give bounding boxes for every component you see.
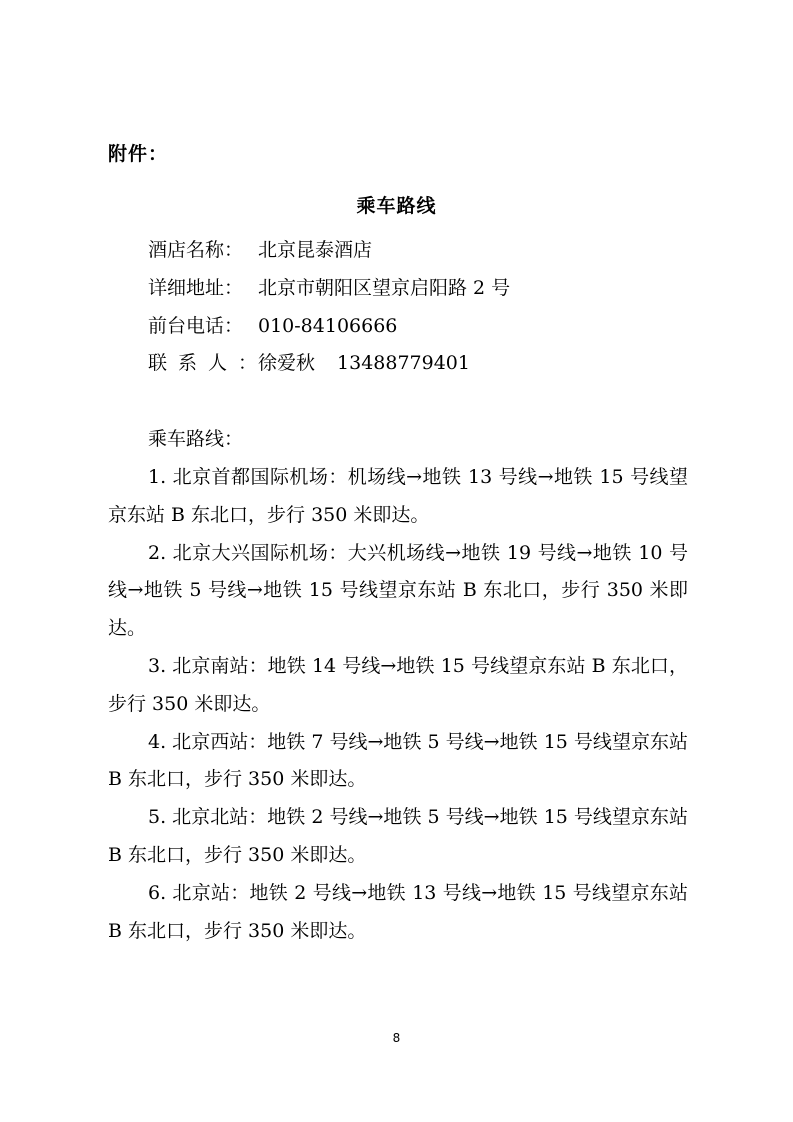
route-item: 2. 北京大兴国际机场：大兴机场线→地铁 19 号线→地铁 10 号线→地铁 5 号线→地铁 15 号线望京东站 B 东北口，步行 350 米即达。 — [108, 541, 688, 640]
route-item: 4. 北京西站：地铁 7 号线→地铁 5 号线→地铁 15 号线望京东站 B 东北口，步行 350 米即达。 — [108, 730, 688, 791]
hotel-name-line — [148, 238, 372, 262]
hotel-contact-separator: ： — [238, 352, 258, 374]
page-title: 乘车路线 — [356, 195, 437, 217]
hotel-address-value: 北京市朝阳区望京启阳路 2 号 — [258, 277, 511, 299]
hotel-contact-name: 徐爱秋 — [258, 352, 316, 374]
hotel-address-line — [148, 276, 510, 300]
hotel-name-label: 酒店名称： — [148, 239, 244, 261]
hotel-address-label: 详细地址： — [148, 277, 244, 299]
route-item: 6. 北京站：地铁 2 号线→地铁 13 号线→地铁 15 号线望京东站 B 东北口，步行 350 米即达。 — [108, 881, 688, 942]
hotel-phone-value: 010-84106666 — [258, 315, 398, 337]
hotel-contact-phone: 13488779401 — [337, 352, 470, 374]
route-item: 5. 北京北站：地铁 2 号线→地铁 5 号线→地铁 15 号线望京东站 B 东北口，步行 350 米即达。 — [108, 806, 688, 866]
hotel-phone-line — [148, 314, 397, 338]
hotel-contact-label: 联系人 — [148, 352, 239, 374]
hotel-name-value: 北京昆泰酒店 — [258, 239, 373, 261]
hotel-contact-label-wrap — [148, 351, 258, 375]
route-item: 1. 北京首都国际机场：机场线→地铁 13 号线→地铁 15 号线望京东站 B 东北口，步行 350 米即达。 — [108, 466, 688, 526]
hotel-phone-label: 前台电话： — [148, 315, 244, 337]
route-item: 3. 北京南站：地铁 14 号线→地铁 15 号线望京东站 B 东北口，步行 350 米即达。 — [108, 654, 688, 715]
routes-heading: 乘车路线： — [148, 428, 244, 450]
route-list — [108, 459, 688, 950]
page-number: 8 — [392, 1031, 401, 1045]
attachment-label: 附件： — [108, 143, 169, 165]
hotel-contact-line — [148, 351, 470, 375]
